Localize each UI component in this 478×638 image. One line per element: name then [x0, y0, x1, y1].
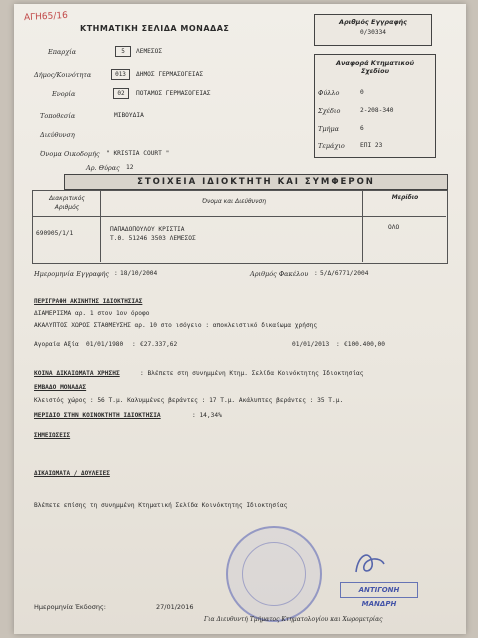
ownership-band: ΣΤΟΙΧΕΙΑ ΙΔΙΟΚΤΗΤΗ ΚΑΙ ΣΥΜΦΕΡΟΝ	[64, 174, 448, 190]
market-colon-2: :	[336, 341, 340, 348]
parcel-label: Τεμάχιο	[318, 142, 345, 150]
block-label: Τμήμα	[318, 125, 340, 133]
signatory-name: ΑΝΤΙΓΟΝΗ ΜΑΝΔΡΗ	[340, 582, 418, 598]
cadastral-title-line1: Αναφορά Κτηματικού	[335, 59, 415, 67]
owner-address: Τ.Θ. 51246 3503 ΛΕΜΕΣΟΣ	[110, 235, 196, 242]
market-date-2: 01/01/2013	[292, 341, 330, 348]
file-number: 5/Δ/6771/2004	[320, 270, 369, 277]
market-colon-1: :	[132, 341, 136, 348]
market-value-2: €100.400,00	[344, 341, 385, 348]
common-rights-text: : Βλέπετε στη συνημμένη Κτημ. Σελίδα Κοινόκτητης Ιδιοκτησίας	[140, 370, 364, 377]
file-number-colon: :	[314, 270, 318, 277]
district-name: ΛΕΜΕΣΟΣ	[136, 48, 163, 55]
floor-value: 12	[126, 164, 134, 171]
ownership-table-divider-2	[362, 190, 363, 262]
cadastral-title-line2: Σχεδίου	[360, 67, 390, 75]
common-share-value: : 14,34%	[192, 412, 222, 419]
owner-share: ΟΛΟ	[388, 224, 400, 231]
issue-date-label: Ημερομηνία Έκδοσης:	[34, 603, 106, 611]
plan-label: Σχέδιο	[318, 107, 341, 115]
parcel-value: ΕΠΙ 23	[360, 142, 383, 149]
municipality-name: ΔΗΜΟΣ ΓΕΡΜΑΣΟΓΕΙΑΣ	[136, 71, 204, 78]
col-reg-line2: Αριθμός	[54, 204, 80, 211]
market-value-label: Αγοραία Αξία	[34, 341, 79, 348]
address-label: Διεύθυνση	[40, 131, 75, 139]
locality-name: ΜΙΒΟΥΔΙΑ	[114, 112, 144, 119]
registration-label: Αριθμός Εγγραφής	[338, 18, 408, 26]
municipality-label: Δήμος/Κοινότητα	[34, 71, 92, 79]
market-date-1: 01/01/1980	[86, 341, 124, 348]
rights-servitudes-title: ΔΙΚΑΙΩΜΑΤΑ / ΔΟΥΛΕΙΕΣ	[34, 470, 110, 477]
market-value-1: €27.337,62	[140, 341, 178, 348]
district-label: Επαρχία	[48, 48, 77, 56]
floor-label: Αρ. Θύρας	[86, 164, 120, 172]
sheet-label: Φύλλο	[318, 89, 340, 97]
description-line1: ΔΙΑΜΕΡΙΣΜΑ αρ. 1 στον 1ον όροφο	[34, 310, 150, 317]
rights-servitudes-text: Βλέπετε επίσης τη συνημμένη Κτηματική Σελίδα Κοινόκτητης Ιδιοκτησίας	[34, 502, 288, 509]
locality-label: Τοποθεσία	[40, 112, 76, 120]
area-title: ΕΜΒΑΔΟ ΜΟΝΑΔΑΣ	[34, 384, 87, 391]
document-page	[14, 4, 466, 634]
registration-date-label: Ημερομηνία Εγγραφής	[34, 270, 110, 278]
col-share: Μερίδιο	[391, 194, 419, 201]
common-share-label: ΜΕΡΙΔΙΟ ΣΤΗΝ ΚΟΙΝΟΚΤΗΤΗ ΙΔΙΟΚΤΗΣΙΑ	[34, 412, 161, 419]
block-value: 6	[360, 125, 364, 132]
file-number-label: Αριθμός Φακέλου	[250, 270, 309, 278]
common-rights-label: ΚΟΙΝΑ ΔΙΚΑΙΩΜΑΤΑ ΧΡΗΣΗΣ	[34, 370, 120, 377]
handwritten-reference: ΑΓΗ65/16	[23, 10, 69, 24]
description-line2: ΑΚΑΛΥΠΤΟΣ ΧΩΡΟΣ ΣΤΑΘΜΕΥΣΗΣ αρ. 10 στο ισόγειο : αποκλειστικό δικαίωμα χρήσης	[34, 322, 318, 329]
registration-date: 18/10/2004	[120, 270, 158, 277]
district-code: 5	[115, 46, 131, 57]
registration-date-colon: :	[114, 270, 118, 277]
col-reg-line1: Διακριτικός	[49, 195, 85, 202]
remarks-title: ΣΗΜΕΙΩΣΕΙΣ	[34, 432, 71, 439]
page-title: ΚΤΗΜΑΤΙΚΗ ΣΕΛΙΔΑ ΜΟΝΑΔΑΣ	[80, 24, 230, 33]
quarter-code: 02	[113, 88, 129, 99]
area-text: Κλειστός χώρος : 56 Τ.μ. Καλυμμένες βεράντες : 17 Τ.μ. Ακάλυπτες βεράντες : 35 Τ.μ.	[34, 397, 344, 404]
description-title: ΠΕΡΙΓΡΑΦΗ ΑΚΙΝΗΤΗΣ ΙΔΙΟΚΤΗΣΙΑΣ	[34, 298, 143, 305]
owner-reg-number: 690905/1/1	[36, 230, 74, 237]
municipality-code: 013	[111, 69, 130, 80]
signature-mark	[350, 544, 390, 580]
quarter-name: ΠΟΤΑΜΟΣ ΓΕΡΜΑΣΟΓΕΙΑΣ	[136, 90, 211, 97]
quarter-label: Ενορία	[52, 90, 76, 98]
ownership-table-divider-1	[100, 190, 101, 262]
sheet-value: 0	[360, 89, 364, 96]
registration-box	[314, 14, 432, 46]
department-line: Για Διευθυντή Τμήματος Κτηματολογίου και Χωρομετρίας	[204, 616, 383, 623]
plan-value: 2-208-340	[360, 107, 394, 114]
registration-number: 0/30334	[359, 29, 387, 36]
official-seal	[226, 526, 322, 622]
building-label: Όνομα Οικοδομής	[40, 150, 100, 158]
issue-date: 27/01/2016	[156, 603, 194, 611]
col-name: Όνομα και Διεύθυνση	[201, 198, 267, 205]
official-seal-inner	[242, 542, 306, 606]
owner-name: ΠΑΠΑΔΟΠΟΥΛΟΥ ΚΡΙΣΤΙΑ	[110, 226, 185, 233]
building-name: " KRISTIA COURT "	[106, 150, 170, 157]
